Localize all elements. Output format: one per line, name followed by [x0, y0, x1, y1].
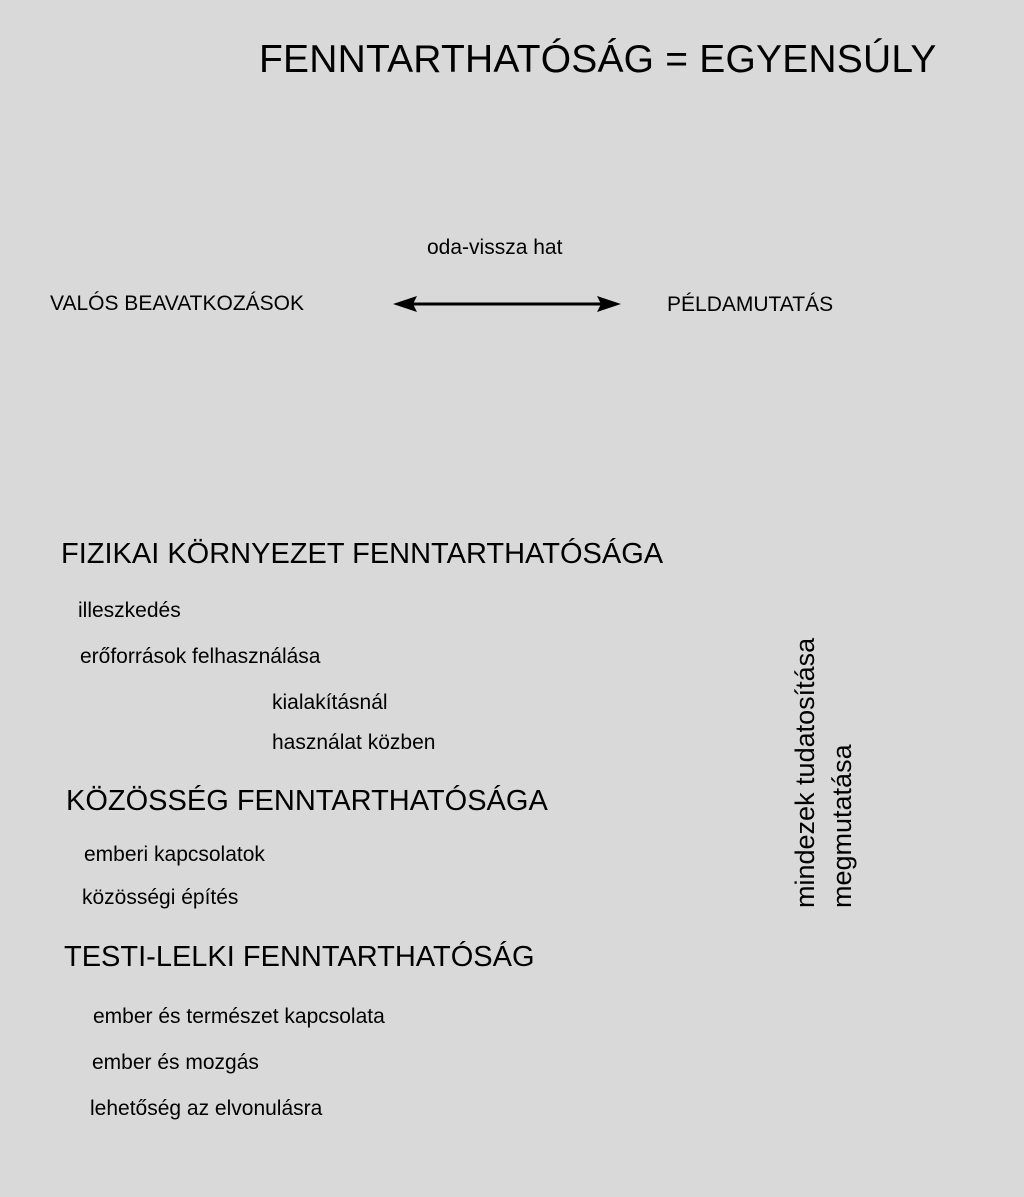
- list-item: használat közben: [272, 731, 436, 754]
- side-note: [790, 588, 862, 910]
- side-note-line-2: megmutatása: [827, 744, 857, 908]
- section-heading-physical: FIZIKAI KÖRNYEZET FENNTARTHATÓSÁGA: [61, 538, 664, 570]
- list-item: ember és mozgás: [92, 1051, 259, 1074]
- arrow-label: oda-vissza hat: [427, 236, 563, 259]
- list-item: ember és természet kapcsolata: [93, 1005, 385, 1028]
- left-term: VALÓS BEAVATKOZÁSOK: [50, 292, 305, 315]
- section-heading-community: KÖZÖSSÉG FENNTARTHATÓSÁGA: [66, 785, 548, 817]
- page-title: FENNTARTHATÓSÁG = EGYENSÚLY: [259, 38, 937, 81]
- list-item: erőforrások felhasználása: [80, 645, 321, 668]
- double-headed-arrow-icon: [393, 294, 621, 319]
- list-item: illeszkedés: [78, 599, 181, 622]
- section-heading-body-mind: TESTI-LELKI FENNTARTHATÓSÁG: [64, 941, 535, 973]
- list-item: emberi kapcsolatok: [84, 843, 265, 866]
- side-note-line-1: mindezek tudatosítása: [790, 637, 820, 908]
- list-item: közösségi építés: [82, 886, 239, 909]
- list-item: lehetőség az elvonulásra: [90, 1097, 323, 1120]
- right-term: PÉLDAMUTATÁS: [667, 293, 834, 316]
- list-item: kialakításnál: [272, 691, 388, 714]
